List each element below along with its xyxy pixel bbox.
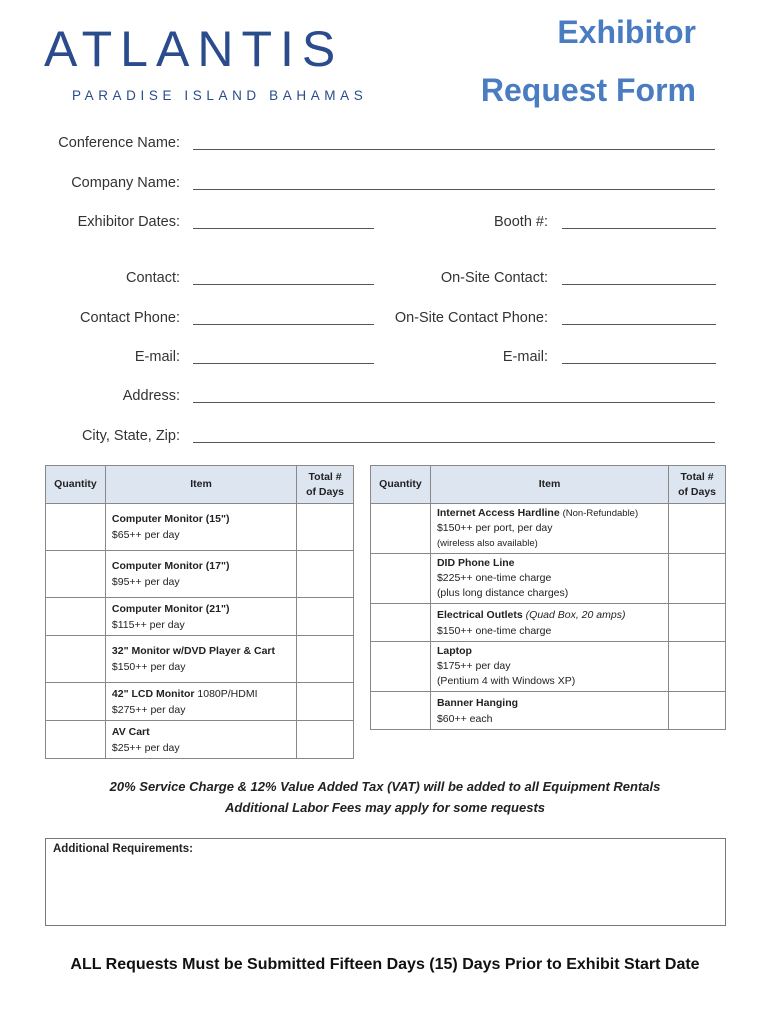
city-state-zip-label: City, State, Zip:: [81, 428, 180, 444]
total-days-header: Total # of Days: [669, 466, 726, 504]
table-row: [46, 683, 354, 721]
table-row: [371, 504, 726, 554]
table-row: [371, 604, 726, 642]
quantity-cell[interactable]: [371, 554, 431, 604]
table-row: [46, 598, 354, 636]
onsite-email-field[interactable]: [562, 348, 716, 364]
service-charge-note: 20% Service Charge & 12% Value Added Tax (VAT) will be added to all Equipment Rentals: [109, 779, 661, 794]
company-name-label: Company Name:: [71, 175, 180, 191]
onsite-contact-phone-field[interactable]: [562, 309, 716, 325]
conference-name-field[interactable]: [193, 134, 715, 150]
total-days-header: Total # of Days: [297, 466, 354, 504]
item-header: Item: [430, 466, 668, 504]
email-label: E-mail:: [134, 349, 180, 365]
item-cell: Computer Monitor (17") $95++ per day: [105, 551, 296, 598]
quantity-cell[interactable]: [46, 598, 106, 636]
table-row: [46, 551, 354, 598]
form-title-line1: Exhibitor: [557, 14, 696, 50]
onsite-contact-label: On-Site Contact:: [440, 270, 548, 286]
table-row: [371, 554, 726, 604]
onsite-contact-phone-label: On-Site Contact Phone:: [394, 310, 548, 326]
company-name-field[interactable]: [193, 174, 715, 190]
equipment-table-left: [45, 465, 354, 759]
table-header-row: [46, 466, 354, 504]
days-cell[interactable]: [297, 636, 354, 683]
days-cell[interactable]: [297, 504, 354, 551]
table-row: [46, 504, 354, 551]
equipment-table-right: [370, 465, 726, 730]
table-row: [371, 642, 726, 692]
contact-phone-label: Contact Phone:: [80, 310, 180, 326]
table-row: [46, 636, 354, 683]
days-cell[interactable]: [297, 551, 354, 598]
logo-subtitle: PARADISE ISLAND BAHAMAS: [72, 88, 368, 103]
days-cell[interactable]: [297, 598, 354, 636]
days-cell[interactable]: [669, 642, 726, 692]
quantity-cell[interactable]: [46, 504, 106, 551]
item-cell: Banner Hanging $60++ each: [430, 692, 668, 730]
item-cell: AV Cart $25++ per day: [105, 721, 296, 759]
address-label: Address:: [122, 388, 180, 404]
days-cell[interactable]: [297, 683, 354, 721]
email-field[interactable]: [193, 348, 374, 364]
labor-fees-note: Additional Labor Fees may apply for some requests: [224, 800, 546, 815]
quantity-header: Quantity: [371, 466, 431, 504]
table-header-row: [371, 466, 726, 504]
table-row: [371, 692, 726, 730]
quantity-cell[interactable]: [46, 636, 106, 683]
item-cell: Computer Monitor (15") $65++ per day: [105, 504, 296, 551]
contact-phone-field[interactable]: [193, 309, 374, 325]
quantity-cell[interactable]: [371, 504, 431, 554]
quantity-cell[interactable]: [46, 683, 106, 721]
contact-field[interactable]: [193, 269, 374, 285]
quantity-header: Quantity: [46, 466, 106, 504]
form-title-line2: Request Form: [480, 72, 696, 108]
quantity-cell[interactable]: [371, 642, 431, 692]
days-cell[interactable]: [669, 604, 726, 642]
days-cell[interactable]: [669, 504, 726, 554]
quantity-cell[interactable]: [371, 692, 431, 730]
item-cell: Computer Monitor (21") $115++ per day: [105, 598, 296, 636]
quantity-cell[interactable]: [46, 551, 106, 598]
exhibitor-dates-field[interactable]: [193, 213, 374, 229]
table-row: [46, 721, 354, 759]
onsite-email-label: E-mail:: [502, 349, 548, 365]
item-cell: 32" Monitor w/DVD Player & Cart $150++ per day: [105, 636, 296, 683]
additional-requirements-label: Additional Requirements:: [53, 843, 193, 855]
item-cell: Internet Access Hardline (Non-Refundable) $150++ per port, per day (wireless also available): [430, 504, 668, 554]
contact-label: Contact:: [126, 270, 180, 286]
quantity-cell[interactable]: [46, 721, 106, 759]
city-state-zip-field[interactable]: [193, 427, 715, 443]
booth-label: Booth #:: [493, 214, 548, 230]
submission-deadline-note: ALL Requests Must be Submitted Fifteen Days (15) Days Prior to Exhibit Start Date: [70, 956, 700, 973]
additional-requirements-box[interactable]: [45, 838, 726, 926]
atlantis-logo: ATLANTIS: [44, 21, 344, 77]
item-header: Item: [105, 466, 296, 504]
days-cell[interactable]: [669, 692, 726, 730]
quantity-cell[interactable]: [371, 604, 431, 642]
booth-field[interactable]: [562, 213, 716, 229]
item-cell: 42" LCD Monitor 1080P/HDMI $275++ per day: [105, 683, 296, 721]
address-field[interactable]: [193, 387, 715, 403]
onsite-contact-field[interactable]: [562, 269, 716, 285]
item-cell: Electrical Outlets (Quad Box, 20 amps) $150++ one-time charge: [430, 604, 668, 642]
exhibitor-dates-label: Exhibitor Dates:: [77, 214, 180, 230]
item-cell: DID Phone Line $225++ one-time charge (plus long distance charges): [430, 554, 668, 604]
item-cell: Laptop $175++ per day (Pentium 4 with Windows XP): [430, 642, 668, 692]
days-cell[interactable]: [297, 721, 354, 759]
conference-name-label: Conference Name:: [58, 135, 180, 151]
days-cell[interactable]: [669, 554, 726, 604]
